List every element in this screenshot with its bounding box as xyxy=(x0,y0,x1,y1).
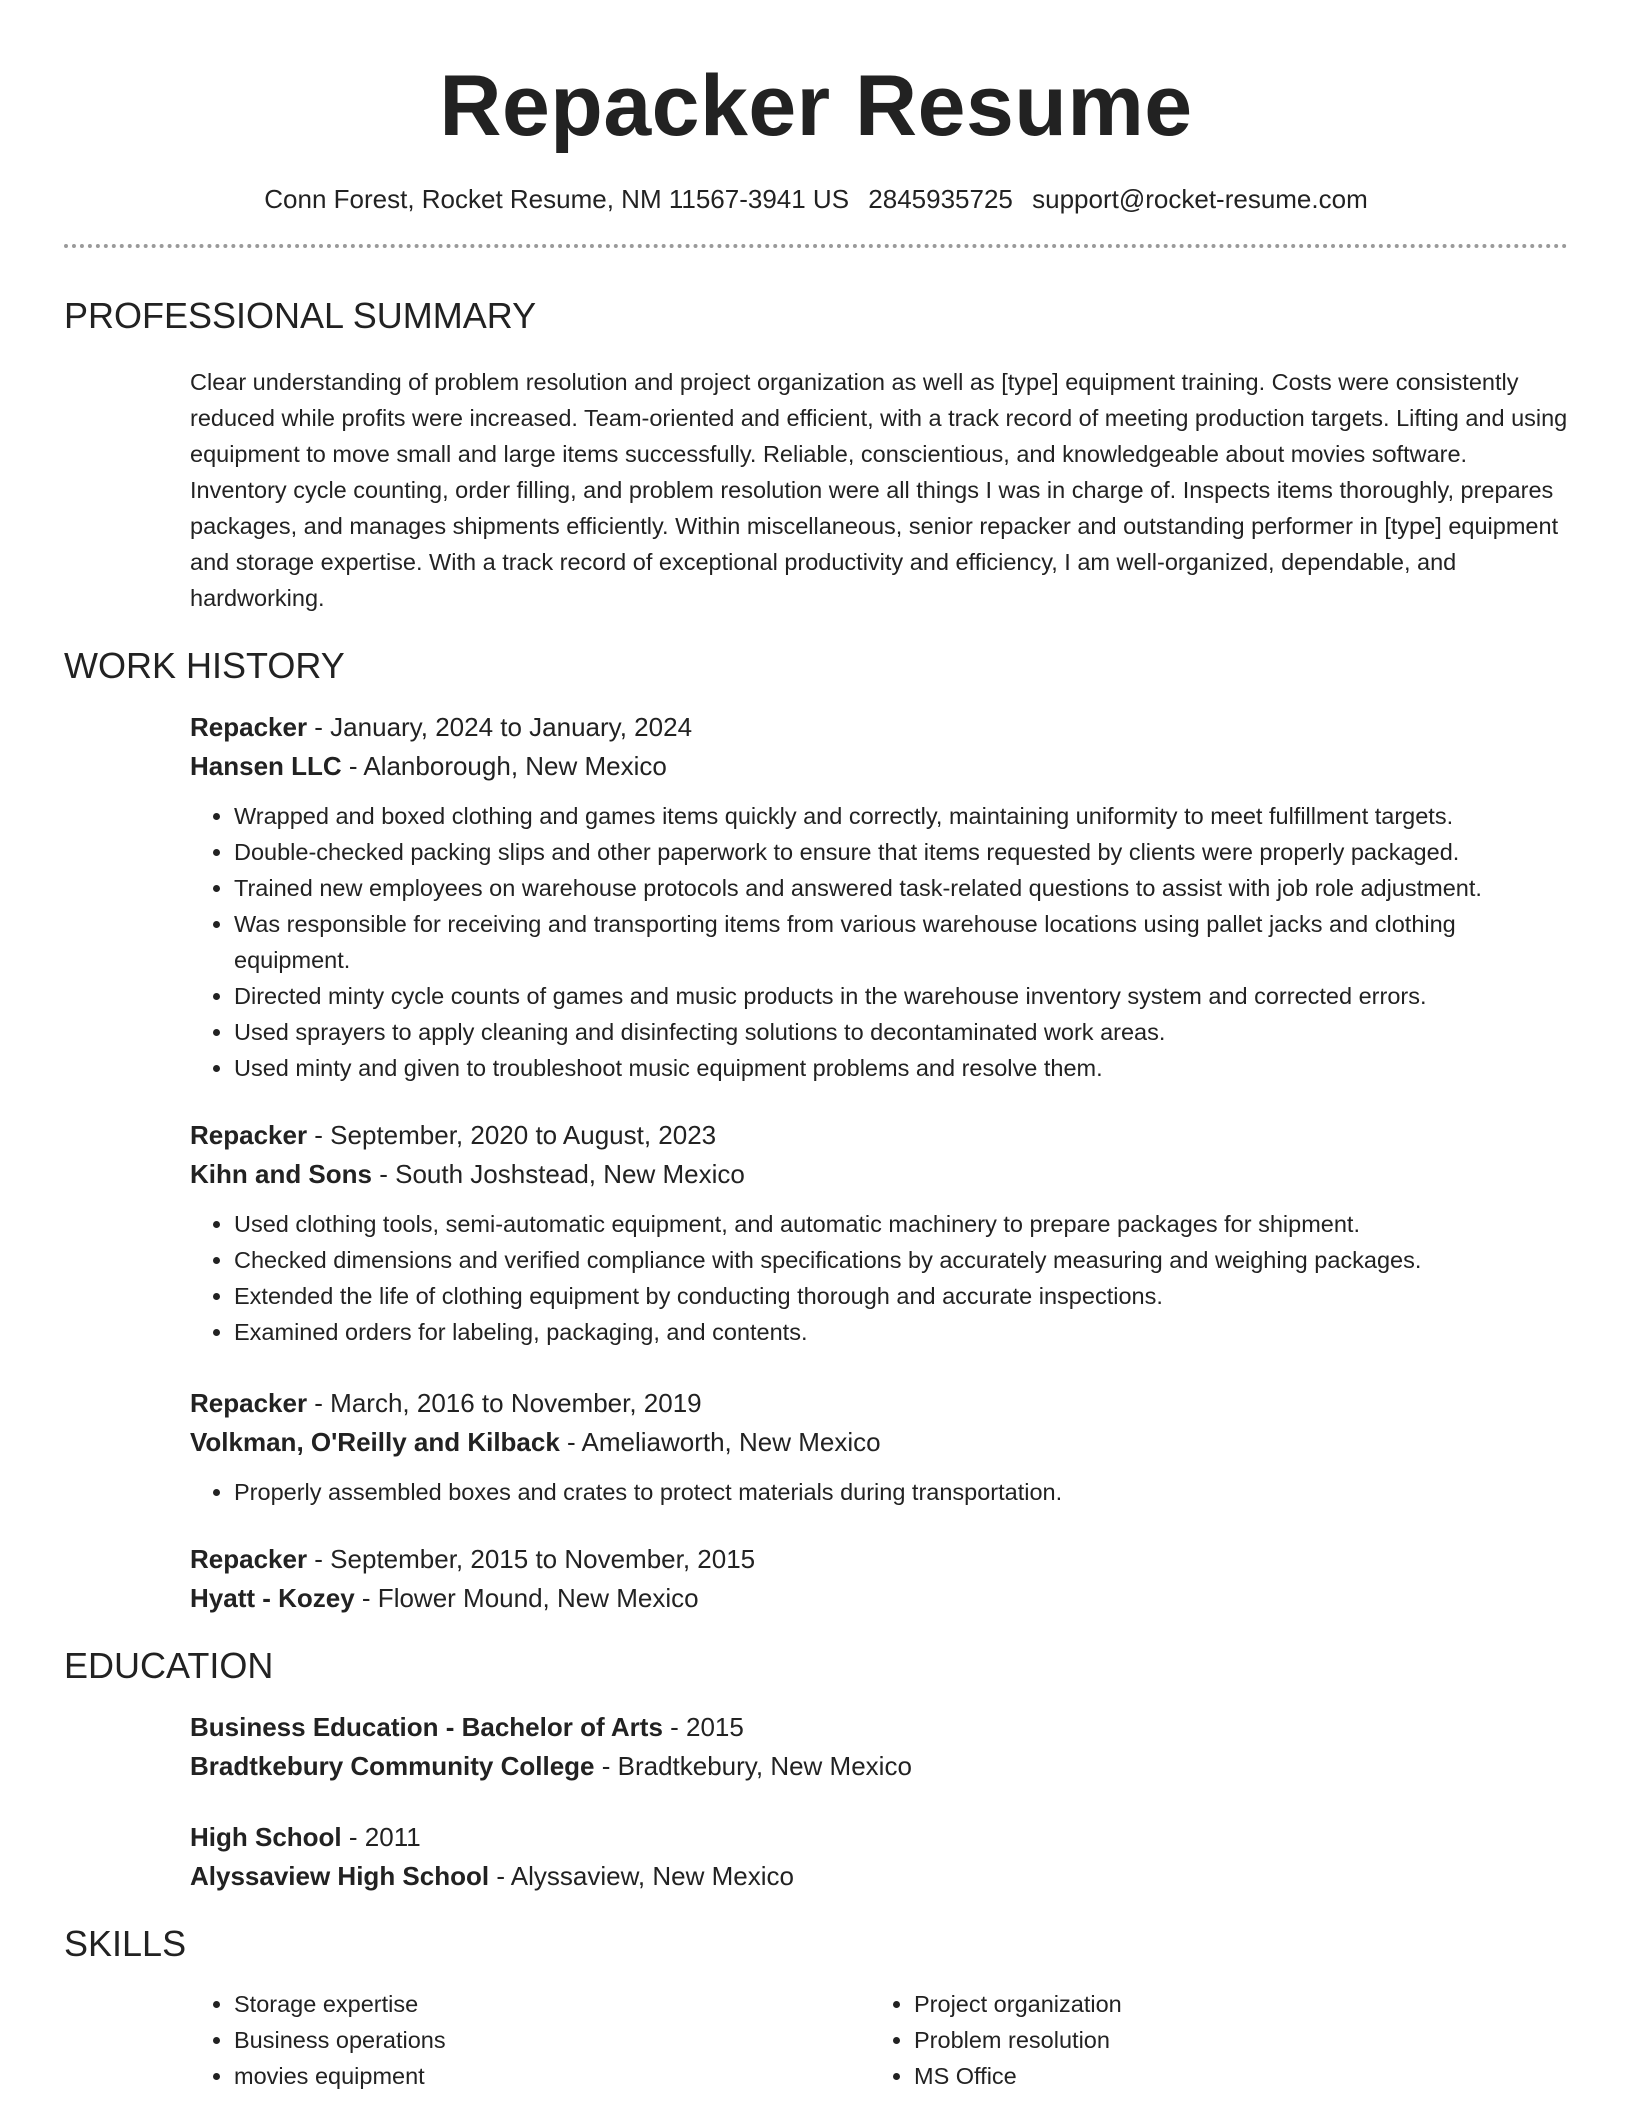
job-company-line xyxy=(190,1579,1568,1618)
job-entry xyxy=(190,1116,1568,1350)
job-company-line xyxy=(190,1423,1568,1462)
contact-address: Conn Forest, Rocket Resume, NM 11567-3941 US xyxy=(264,184,850,214)
job-entry xyxy=(190,1384,1568,1510)
duty-item: • Checked dimensions and verified compliance with specifications by accurately measuring and weighing packages. xyxy=(234,1242,1568,1278)
duty-item: • Used sprayers to apply cleaning and disinfecting solutions to decontaminated work areas. xyxy=(234,1014,1568,1050)
skills-list xyxy=(870,1986,1122,2094)
job-title-line xyxy=(190,1540,1568,1579)
job-dates: - January, 2024 to January, 2024 xyxy=(307,712,693,742)
job-entry xyxy=(190,708,1568,1086)
school-location: - Bradtkebury, New Mexico xyxy=(594,1751,912,1781)
job-duties xyxy=(190,798,1568,1086)
school-line xyxy=(190,1747,1568,1786)
skills-right-column xyxy=(870,1986,1122,2094)
summary-text: Clear understanding of problem resolution and project organization as well as [type] equipment training. Costs were consistently reduced while profits were increased. Team-oriented and efficient, with a track record of meeting production targets. Lifting and using equipment to move small and large items successfully. Reliable, conscientious, and knowledgeable about movies software. Inventory cycle counting, order filling, and problem resolution were all things I was in charge of. Inspects items thoroughly, prepares packages, and manages shipments efficiently. Within miscellaneous, senior repacker and outstanding performer in [type] equipment and storage expertise. With a track record of exceptional productivity and efficiency, I am well-organized, dependable, and hardworking. xyxy=(190,369,1568,611)
duty-item: • Double-checked packing slips and other paperwork to ensure that items requested by clients were properly packaged. xyxy=(234,834,1568,870)
skill-item: • Business operations xyxy=(234,2022,446,2058)
school: Alyssaview High School xyxy=(190,1861,490,1891)
degree: High School xyxy=(190,1822,342,1852)
degree-year: - 2015 xyxy=(662,1712,744,1742)
resume-page xyxy=(64,0,1568,2089)
skill-item: • Project organization xyxy=(914,1986,1122,2022)
degree-line xyxy=(190,1818,1568,1857)
job-title: Repacker xyxy=(190,712,308,742)
skill-item: • Problem resolution xyxy=(914,2022,1122,2058)
duty-item: • Wrapped and boxed clothing and games items quickly and correctly, maintaining uniformity to meet fulfillment targets. xyxy=(234,798,1568,834)
job-location: - Alanborough, New Mexico xyxy=(341,751,667,781)
education-entry xyxy=(190,1818,1568,1896)
job-dates: - March, 2016 to November, 2019 xyxy=(307,1388,702,1418)
skills-section xyxy=(64,1922,1568,2089)
skills-left-column xyxy=(190,1986,446,2094)
duty-item: • Trained new employees on warehouse protocols and answered task-related questions to assist with job role adjustment. xyxy=(234,870,1568,906)
job-location: - Ameliaworth, New Mexico xyxy=(559,1427,881,1457)
job-company: Volkman, O'Reilly and Kilback xyxy=(190,1427,560,1457)
skill-item: • MS Office xyxy=(914,2058,1122,2094)
job-company-line xyxy=(190,747,1568,786)
duty-item: • Was responsible for receiving and transporting items from various warehouse locations using pallet jacks and clothing equipment. xyxy=(234,906,1568,978)
education-entry xyxy=(190,1708,1568,1786)
contact-email[interactable]: support@rocket-resume.com xyxy=(1032,184,1368,214)
duty-item: • Properly assembled boxes and crates to protect materials during transportation. xyxy=(234,1474,1568,1510)
job-title-line xyxy=(190,1116,1568,1155)
degree-line xyxy=(190,1708,1568,1747)
duty-item: • Extended the life of clothing equipment by conducting thorough and accurate inspections. xyxy=(234,1278,1568,1314)
contact-phone: 2845935725 xyxy=(868,184,1013,214)
resume-title: Repacker Resume xyxy=(439,58,1193,154)
job-dates: - September, 2020 to August, 2023 xyxy=(307,1120,717,1150)
work-history-section xyxy=(64,644,1568,1618)
skill-item: • Storage expertise xyxy=(234,1986,446,2022)
job-entry xyxy=(190,1540,1568,1618)
work-history-heading: WORK HISTORY xyxy=(64,645,345,686)
skill-item: • movies equipment xyxy=(234,2058,446,2094)
job-title-line xyxy=(190,708,1568,747)
summary-heading: PROFESSIONAL SUMMARY xyxy=(64,295,537,336)
job-title-line xyxy=(190,1384,1568,1423)
job-company: Hansen LLC xyxy=(190,751,342,781)
duty-item: • Directed minty cycle counts of games and music products in the warehouse inventory system and corrected errors. xyxy=(234,978,1568,1014)
duty-item: • Examined orders for labeling, packaging, and contents. xyxy=(234,1314,1568,1350)
job-location: - South Joshstead, New Mexico xyxy=(372,1159,745,1189)
job-duties xyxy=(190,1206,1568,1350)
job-company: Kihn and Sons xyxy=(190,1159,372,1189)
skills-heading: SKILLS xyxy=(64,1923,187,1964)
duty-item: • Used minty and given to troubleshoot music equipment problems and resolve them. xyxy=(234,1050,1568,1086)
job-title: Repacker xyxy=(190,1120,308,1150)
job-title: Repacker xyxy=(190,1388,308,1418)
school-line xyxy=(190,1857,1568,1896)
school-location: - Alyssaview, New Mexico xyxy=(489,1861,794,1891)
job-company-line xyxy=(190,1155,1568,1194)
job-dates: - September, 2015 to November, 2015 xyxy=(307,1544,756,1574)
school: Bradtkebury Community College xyxy=(190,1751,595,1781)
job-duties xyxy=(190,1474,1568,1510)
header-divider xyxy=(64,244,1568,248)
job-title: Repacker xyxy=(190,1544,308,1574)
duty-item: • Used clothing tools, semi-automatic equipment, and automatic machinery to prepare packages for shipment. xyxy=(234,1206,1568,1242)
skills-list xyxy=(190,1986,446,2094)
job-location: - Flower Mound, New Mexico xyxy=(354,1583,699,1613)
job-company: Hyatt - Kozey xyxy=(190,1583,355,1613)
degree: Business Education - Bachelor of Arts xyxy=(190,1712,663,1742)
contact-line xyxy=(64,182,1568,216)
education-heading: EDUCATION xyxy=(64,1645,274,1686)
education-section xyxy=(64,1644,1568,1896)
degree-year: - 2011 xyxy=(341,1822,421,1852)
summary-section xyxy=(64,294,1568,616)
